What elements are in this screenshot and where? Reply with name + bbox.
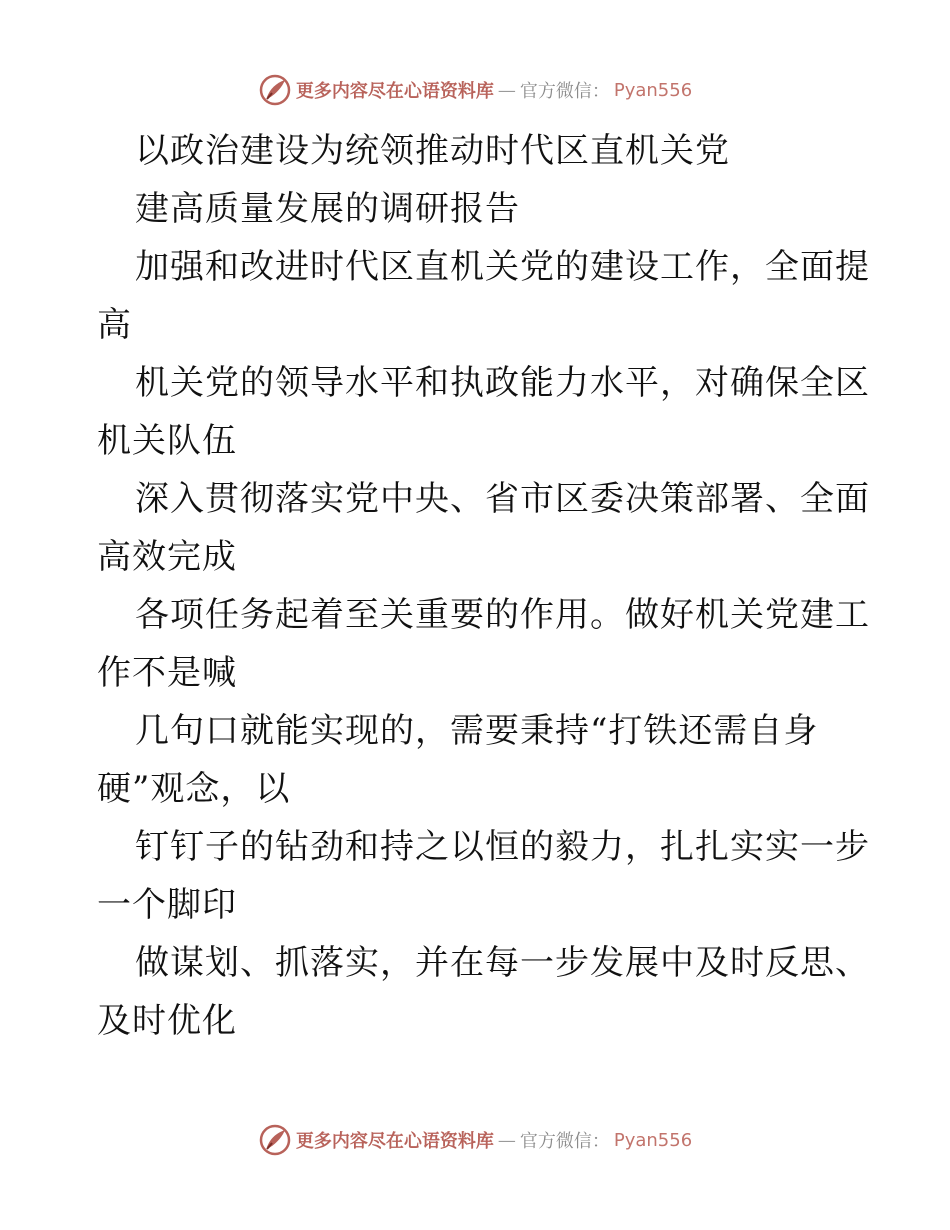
- watermark-wechat-id: Pyan556: [613, 1129, 693, 1151]
- text-line: 深入贯彻落实党中央、省市区委决策部署、全面: [135, 479, 870, 519]
- text-line: 作不是喊: [97, 653, 237, 693]
- text-line: 加强和改进时代区直机关党的建设工作，全面提: [135, 247, 870, 287]
- text-line: 机关党的领导水平和执政能力水平，对确保全区: [135, 363, 870, 403]
- watermark-wechat-id: Pyan556: [613, 79, 693, 101]
- document-body: [97, 122, 870, 1050]
- text-line: 建高质量发展的调研报告: [135, 189, 520, 229]
- watermark-group: [258, 1123, 692, 1157]
- watermark-separator: —: [497, 1129, 516, 1151]
- footer-watermark: [0, 1120, 950, 1160]
- text-line: 高效完成: [97, 537, 237, 577]
- text-line: 钉钉子的钻劲和持之以恒的毅力，扎扎实实一步: [135, 827, 870, 867]
- watermark-title: 更多内容尽在心语资料库: [295, 1131, 494, 1152]
- watermark-title: 更多内容尽在心语资料库: [295, 81, 494, 102]
- watermark-subtitle: 官方微信：: [519, 1131, 610, 1152]
- text-line: 以政治建设为统领推动时代区直机关党: [135, 131, 730, 171]
- header-watermark: [0, 70, 950, 110]
- text-line: 几句口就能实现的，需要秉持“打铁还需自身: [135, 711, 819, 751]
- text-line: 及时优化: [97, 1001, 237, 1041]
- text-line: 做谋划、抓落实，并在每一步发展中及时反思、: [135, 943, 870, 983]
- watermark-separator: —: [497, 79, 516, 101]
- text-line: 机关队伍: [97, 421, 237, 461]
- quill-logo-icon: [258, 1123, 292, 1157]
- watermark-group: [258, 73, 692, 107]
- text-line: 各项任务起着至关重要的作用。做好机关党建工: [135, 595, 870, 635]
- text-line: 高: [97, 305, 132, 345]
- quill-logo-icon: [258, 73, 292, 107]
- watermark-subtitle: 官方微信：: [519, 81, 610, 102]
- text-line: 一个脚印: [97, 885, 237, 925]
- text-line: 硬”观念，以: [97, 769, 291, 809]
